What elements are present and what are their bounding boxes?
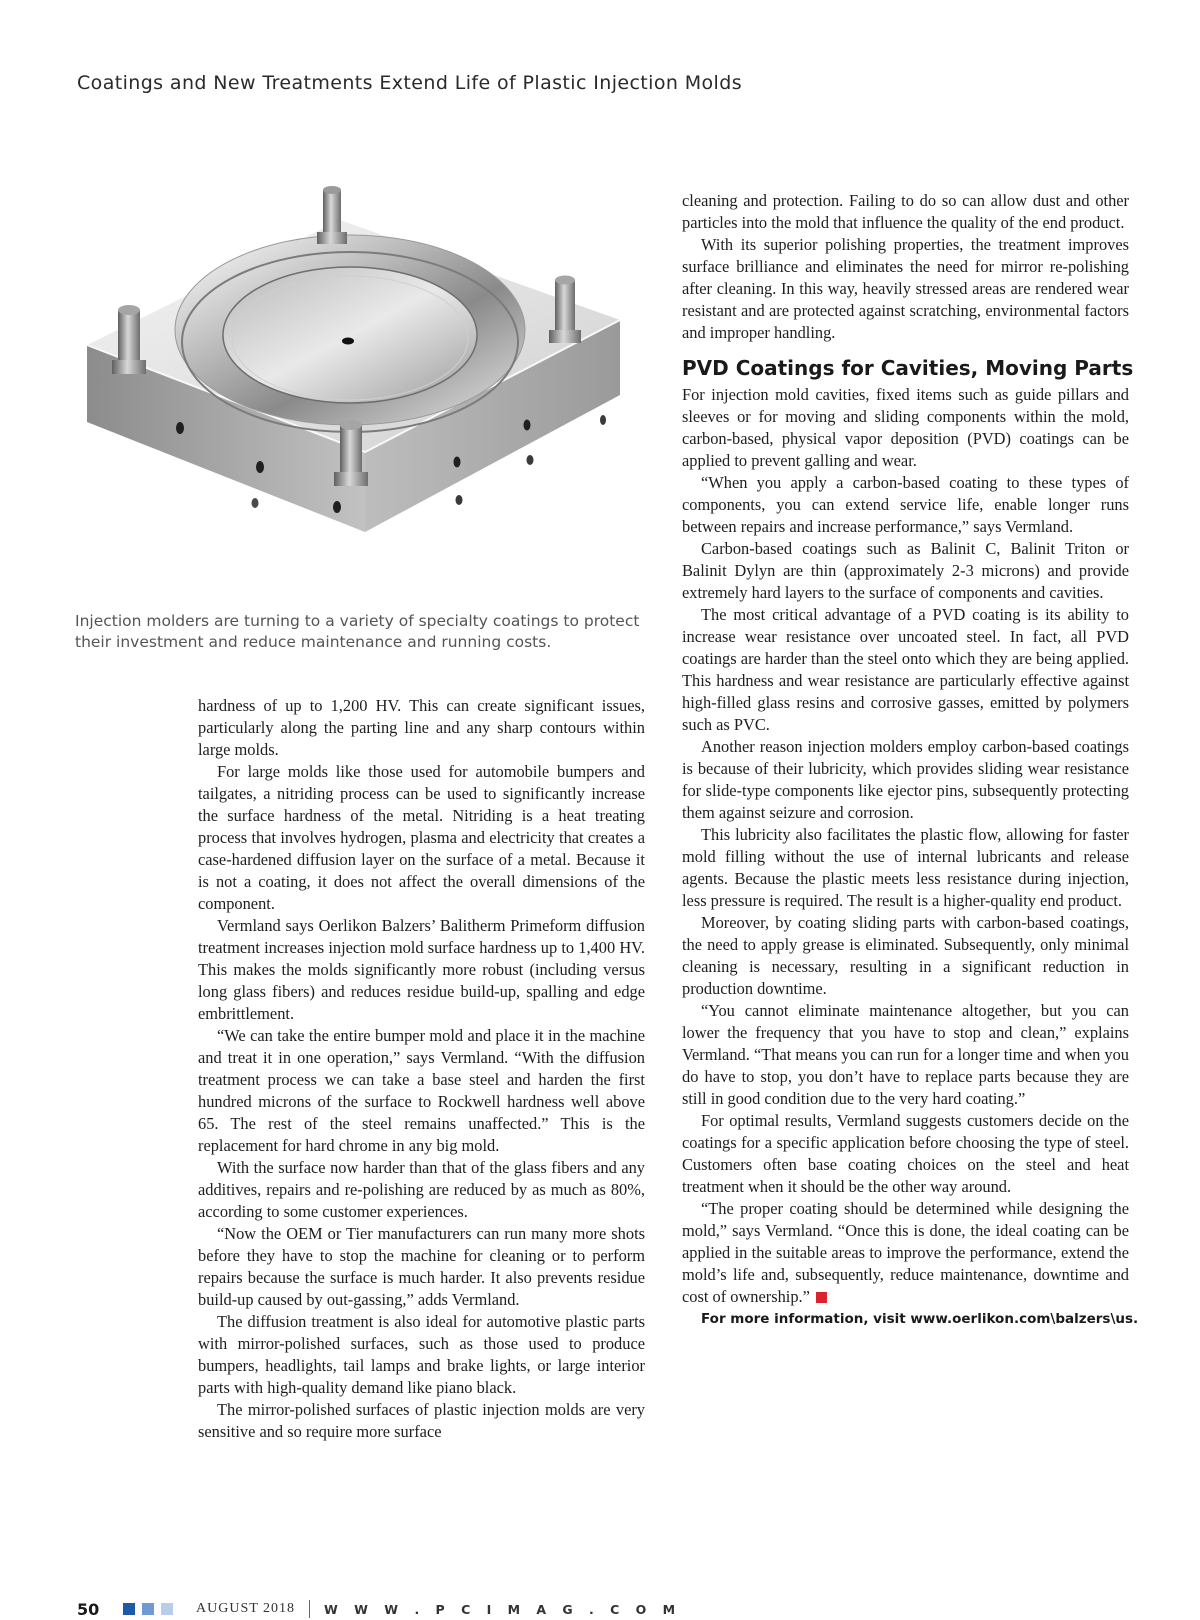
body-paragraph: The most critical advantage of a PVD coating is its ability to increase wear resistance over uncoated steel. In fact, all PVD coatings are harder than the steel onto which they are being applied. This hardness and wear resistance are particularly effective against high-filled glass resins and corrosive gasses, emitted by polymers such as PVC. <box>682 605 1129 734</box>
issue-date: AUGUST 2018 <box>196 1601 296 1616</box>
body-paragraph: “When you apply a carbon-based coating to these types of components, you can extend service life, enable longer runs between repairs and increase performance,” says Vermland. <box>682 473 1129 536</box>
figure-caption <box>75 611 665 653</box>
page-number: 50 <box>77 1599 100 1619</box>
left-column <box>198 695 645 1443</box>
body-paragraph: “Now the OEM or Tier manufacturers can run many more shots before they have to stop the machine for cleaning or to perform repairs because the surface is much harder. It also prevents residue build-up caused by out-gassing,” adds Vermland. <box>198 1224 645 1309</box>
footer-divider <box>309 1600 310 1618</box>
right-column <box>682 190 1139 1330</box>
body-paragraph: Vermland says Oerlikon Balzers’ Balitherm Primeform diffusion treatment increases injection mold surface hardness up to 1,400 HV. This makes the molds significantly more robust (including versus long glass fibers) and reduces residue build-up, spalling and edge embrittlement. <box>198 916 645 1023</box>
end-of-article-icon <box>816 1292 827 1303</box>
footer-square-icon <box>142 1603 154 1615</box>
body-paragraph: For optimal results, Vermland suggests customers decide on the coatings for a specific application before choosing the type of steel. Customers often base coating choices on the steel and heat treatment when it should be the other way around. <box>682 1111 1129 1196</box>
section-heading: PVD Coatings for Cavities, Moving Parts <box>682 356 1134 380</box>
body-paragraph: Moreover, by coating sliding parts with carbon-based coatings, the need to apply grease is eliminated. Subsequently, only minimal cleaning is necessary, resulting in a significant reduction in production downtime. <box>682 913 1129 998</box>
final-paragraph-text: “The proper coating should be determined while designing the mold,” says Vermland. “Once this is done, the ideal coating can be applied in the suitable areas to improve the performance, extend the mold’s life and, subsequently, reduce maintenance, downtime and cost of ownership.” <box>682 1199 1129 1306</box>
body-paragraph: With its superior polishing properties, the treatment improves surface brilliance and eliminates the need for mirror re-polishing after cleaning. In this way, heavily stressed areas are rendered wear resistant and are protected against scratching, environmental factors and improper handling. <box>682 235 1129 342</box>
footer-square-icon <box>161 1603 173 1615</box>
caption-line: their investment and reduce maintenance and running costs. <box>75 633 552 651</box>
footer-square-icon <box>123 1603 135 1615</box>
running-title: Coatings and New Treatments Extend Life of Plastic Injection Molds <box>77 72 742 94</box>
body-paragraph: For injection mold cavities, fixed items such as guide pillars and sleeves or for moving and sliding components within the mold, carbon-based, physical vapor deposition (PVD) coatings can be applied to prevent galling and wear. <box>682 385 1129 470</box>
magazine-url[interactable]: W W W . P C I M A G . C O M <box>324 1601 682 1617</box>
body-paragraph: hardness of up to 1,200 HV. This can create significant issues, particularly along the parting line and any sharp contours within large molds. <box>198 696 645 759</box>
mold-plate-photo <box>75 180 645 600</box>
body-paragraph: Another reason injection molders employ carbon-based coatings is because of their lubricity, which provides sliding wear resistance for slide-type components like ejector pins, subsequently protecting them against seizure and corrosion. <box>682 737 1129 822</box>
body-paragraph: The mirror-polished surfaces of plastic injection molds are very sensitive and so require more surface <box>198 1400 645 1441</box>
more-info-link[interactable]: For more information, visit www.oerlikon.com\balzers\us. <box>701 1311 1139 1327</box>
body-paragraph: With the surface now harder than that of the glass fibers and any additives, repairs and re-polishing are reduced by as much as 80%, according to some customer experiences. <box>198 1158 645 1221</box>
body-paragraph: Carbon-based coatings such as Balinit C, Balinit Triton or Balinit Dylyn are thin (approximately 2-3 microns) and provide extremely hard layers to the surface of components and cavities. <box>682 539 1129 602</box>
body-paragraph: The diffusion treatment is also ideal for automotive plastic parts with mirror-polished surfaces, such as those used to produce bumpers, headlights, tail lamps and brake lights, or large interior parts with high-quality demand like piano black. <box>198 1312 645 1397</box>
body-paragraph: This lubricity also facilitates the plastic flow, allowing for faster mold filling without the use of internal lubricants and release agents. Because the plastic meets less resistance during injection, less pressure is required. The result is a higher-quality end product. <box>682 825 1129 910</box>
final-paragraph <box>682 1198 1129 1308</box>
caption-line: Injection molders are turning to a variety of specialty coatings to protect <box>75 612 640 630</box>
body-paragraph: For large molds like those used for automobile bumpers and tailgates, a nitriding process can be used to significantly increase the surface hardness of the metal. Nitriding is a heat treating process that involves hydrogen, plasma and electricity that creates a case-hardened diffusion layer on the surface of a metal. Because it is not a coating, it does not affect the overall dimensions of the component. <box>198 762 645 913</box>
body-paragraph: “You cannot eliminate maintenance altogether, but you can lower the frequency that you have to stop and clean,” explains Vermland. “That means you can run for a longer time and when you do have to stop, you don’t have to replace parts because they are still in good condition due to the very hard coating.” <box>682 1001 1129 1108</box>
page-footer <box>77 1598 681 1620</box>
body-paragraph: “We can take the entire bumper mold and place it in the machine and treat it in one operation,” says Vermland. “With the diffusion treatment process we can take a base steel and harden the first hundred microns of the surface to Rockwell hardness well above 65. The rest of the steel remains unaffected.” This is the replacement for hard chrome in any big mold. <box>198 1026 645 1155</box>
body-paragraph: cleaning and protection. Failing to do so can allow dust and other particles into the mold that influence the quality of the end product. <box>682 191 1129 232</box>
